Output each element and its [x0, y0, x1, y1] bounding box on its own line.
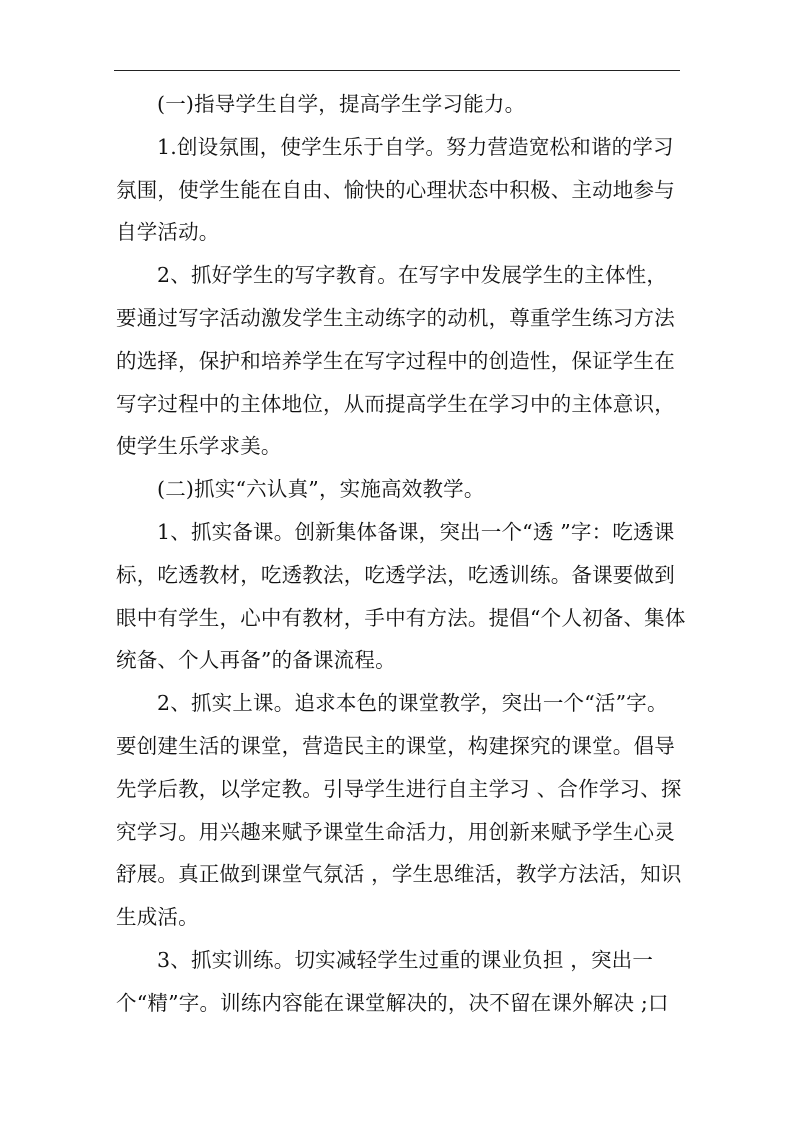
paragraph-create-atmosphere: 1.创设氛围，使学生乐于自学。努力营造宽松和谐的学习氛围，使学生能在自由、愉快的心理状态中积极、主动地参与自学活动。	[116, 134, 675, 245]
paragraph-lesson-preparation: 1、抓实备课。创新集体备课，突出一个“透 ”字：吃透课标，吃透教材，吃透教法，吃透学法，吃透训练。备课要做到眼中有学生，心中有教材，手中有方法。提倡“个人初备、集体统备、个人再备”的备课流程。	[116, 519, 686, 673]
document-body	[116, 83, 686, 1025]
paragraph-classroom-teaching: 2、抓实上课。追求本色的课堂教学，突出一个“活”字。要创建生活的课堂，营造民主的课堂，构建探究的课堂。倡导先学后教，以学定教。引导学生进行自主学习 、合作学习、探究学习。用兴趣来赋予课堂生命活力，用创新来赋予学生心灵舒展。真正做到课堂气氛活 ，学生思维活，教学方法活，知识生成活。	[116, 691, 682, 930]
header-rule	[114, 70, 680, 71]
paragraph-training: 3、抓实训练。切实减轻学生过重的课业负担 ，突出一个“精”字。训练内容能在课堂解决的，决不留在课外解决 ;口	[116, 947, 669, 1015]
heading-guide-self-study: (一)指导学生自学，提高学生学习能力。	[157, 92, 526, 116]
heading-six-earnestness: (二)抓实“六认真”，实施高效教学。	[157, 477, 485, 502]
paragraph-writing-education: 2、抓好学生的写字教育。在写字中发展学生的主体性，要通过写字活动激发学生主动练字的动机，尊重学生练习方法的选择，保护和培养学生在写字过程中的创造性，保证学生在写字过程中的主体地位，从而提高学生在学习中的主体意识，使学生乐学求美。	[116, 263, 675, 459]
